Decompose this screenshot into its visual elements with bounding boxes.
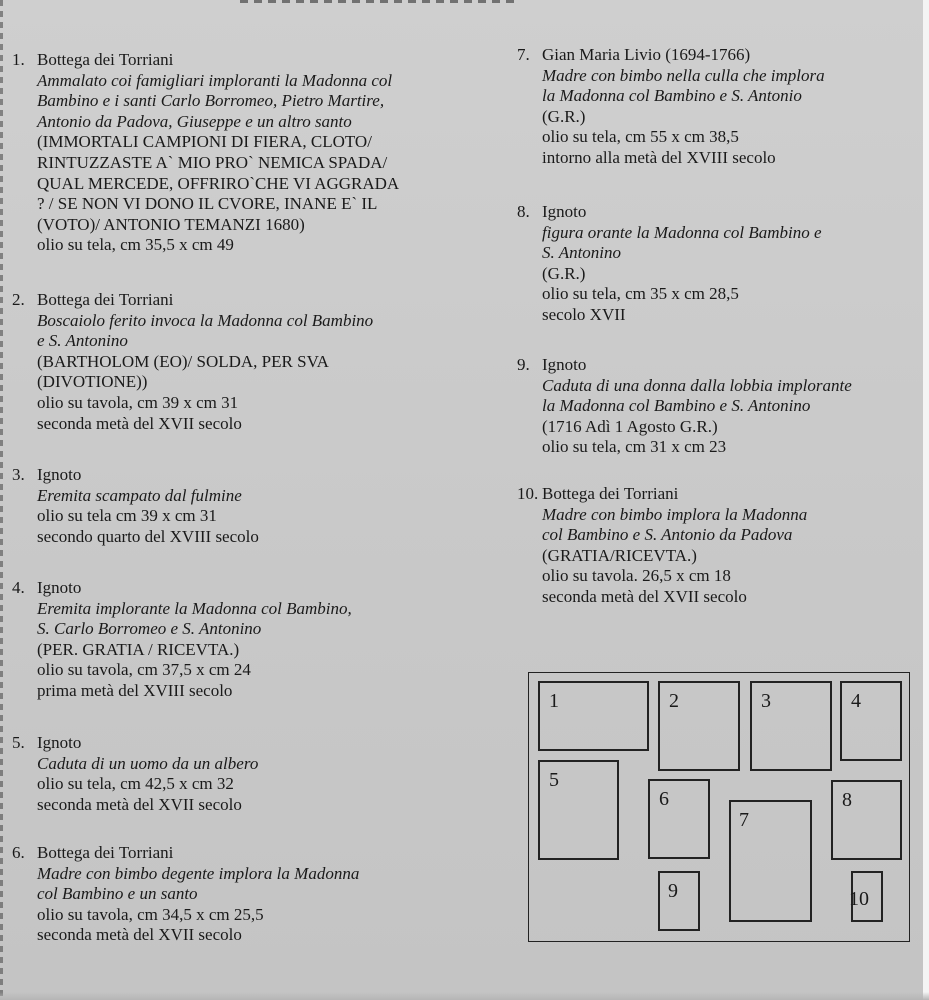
entry-detail-line: olio su tavola, cm 34,5 x cm 25,5 <box>37 904 264 924</box>
page-right-edge <box>923 0 929 1000</box>
entry-author: Ignoto <box>542 202 587 221</box>
frame-1 <box>538 681 649 751</box>
entry-detail-line: prima metà del XVIII secolo <box>37 680 233 700</box>
entry-heading <box>517 484 807 505</box>
entry-body <box>517 223 822 326</box>
entry-title-line: la Madonna col Bambino e S. Antonio <box>542 86 802 106</box>
entry-title-line: Madre con bimbo nella culla che implora <box>542 65 825 85</box>
entry-detail-line: seconda metà del XVII secolo <box>37 925 242 945</box>
entry-number: 9. <box>517 355 530 374</box>
entry-author: Ignoto <box>37 578 82 597</box>
entry-author: Bottega dei Torriani <box>37 50 174 69</box>
frame-number: 4 <box>851 690 861 712</box>
entry-author: Ignoto <box>37 733 82 752</box>
wall-layout-diagram <box>528 672 910 942</box>
entry-heading <box>12 578 352 599</box>
frame-number: 6 <box>659 788 669 810</box>
entry-detail-line: (G.R.) <box>542 263 586 283</box>
entry-title-line: Boscaiolo ferito invoca la Madonna col Bambino <box>37 310 374 330</box>
entry-heading <box>12 50 399 71</box>
entry-title-line: Caduta di una donna dalla lobbia implorante <box>542 375 852 395</box>
entry-body <box>12 864 359 946</box>
entry-detail-line: seconda metà del XVII secolo <box>37 794 242 814</box>
entry-heading <box>12 733 258 754</box>
entry-title-line: col Bambino e un santo <box>37 884 198 904</box>
entry-detail-line: (PER. GRATIA / RICEVTA.) <box>37 639 240 659</box>
entry-detail-line: intorno alla metà del XVIII secolo <box>542 147 776 167</box>
entry-author: Bottega dei Torriani <box>37 290 174 309</box>
frame-number: 5 <box>549 769 559 791</box>
entry-title-line: Ammalato coi famigliari imploranti la Madonna col <box>37 70 393 90</box>
entry-title-line: Madre con bimbo degente implora la Madonna <box>37 863 360 883</box>
entry-title-line: e S. Antonino <box>37 331 128 351</box>
frame-number: 1 <box>549 690 559 712</box>
entry-number: 8. <box>517 202 530 221</box>
entry-title-line: Caduta di un uomo da un albero <box>37 753 259 773</box>
entry-body <box>517 505 807 608</box>
entry-body <box>12 599 352 702</box>
entry-detail-line: seconda metà del XVII secolo <box>542 586 747 606</box>
catalog-entry-5 <box>12 733 258 815</box>
entry-number: 6. <box>12 843 25 862</box>
frame-number: 3 <box>761 690 771 712</box>
frame-3 <box>750 681 832 771</box>
entry-number: 10. <box>517 484 539 503</box>
entry-title-line: figura orante la Madonna col Bambino e <box>542 222 822 242</box>
entry-number: 3. <box>12 465 25 484</box>
entry-body <box>517 376 852 458</box>
frame-number: 8 <box>842 789 852 811</box>
frame-10 <box>851 871 883 922</box>
entry-body <box>12 71 399 256</box>
entry-detail-line: olio su tavola, cm 39 x cm 31 <box>37 392 239 412</box>
entry-heading <box>517 202 822 223</box>
entry-body <box>12 754 258 816</box>
entry-detail-line: (IMMORTALI CAMPIONI DI FIERA, CLOTO/ <box>37 132 372 152</box>
frame-6 <box>648 779 710 859</box>
entry-number: 2. <box>12 290 25 309</box>
catalog-entry-7 <box>517 45 825 169</box>
frame-2 <box>658 681 740 771</box>
entry-detail-line: olio su tela, cm 35 x cm 28,5 <box>542 284 739 304</box>
catalog-entry-8 <box>517 202 822 326</box>
frame-9 <box>658 871 700 931</box>
entry-author: Ignoto <box>37 465 82 484</box>
page-bottom-shadow <box>0 992 929 1000</box>
entry-detail-line: ? / SE NON VI DONO IL CVORE, INANE E` IL <box>37 194 378 214</box>
entry-title-line: S. Carlo Borromeo e S. Antonino <box>37 619 262 639</box>
catalog-entry-2 <box>12 290 373 434</box>
entry-detail-line: seconda metà del XVII secolo <box>37 413 242 433</box>
catalog-entry-3 <box>12 465 259 547</box>
frame-number: 2 <box>669 690 679 712</box>
entry-author: Bottega dei Torriani <box>542 484 679 503</box>
entry-detail-line: olio su tela, cm 55 x cm 38,5 <box>542 127 739 147</box>
entry-body <box>517 66 825 169</box>
entry-number: 1. <box>12 50 25 69</box>
entry-detail-line: (G.R.) <box>542 106 586 126</box>
entry-detail-line: olio su tela, cm 42,5 x cm 32 <box>37 774 234 794</box>
entry-title-line: Eremita scampato dal fulmine <box>37 485 242 505</box>
catalog-entry-1 <box>12 50 399 256</box>
entry-number: 4. <box>12 578 25 597</box>
catalog-entry-4 <box>12 578 352 702</box>
entry-detail-line: olio su tavola, cm 37,5 x cm 24 <box>37 660 251 680</box>
entry-detail-line: olio su tela cm 39 x cm 31 <box>37 506 217 526</box>
entry-detail-line: (DIVOTIONE)) <box>37 372 148 392</box>
entry-detail-line: olio su tela, cm 35,5 x cm 49 <box>37 235 234 255</box>
entry-title-line: la Madonna col Bambino e S. Antonino <box>542 396 811 416</box>
page-top-edge <box>240 0 520 3</box>
entry-detail-line: QUAL MERCEDE, OFFRIRO`CHE VI AGGRADA <box>37 173 400 193</box>
entry-detail-line: (GRATIA/RICEVTA.) <box>542 545 697 565</box>
entry-detail-line: olio su tavola. 26,5 x cm 18 <box>542 566 731 586</box>
entry-detail-line: secondo quarto del XVIII secolo <box>37 526 259 546</box>
entry-detail-line: (BARTHOLOM (EO)/ SOLDA, PER SVA <box>37 351 329 371</box>
entry-title-line: Eremita implorante la Madonna col Bambino, <box>37 598 352 618</box>
frame-number: 10 <box>849 888 869 910</box>
entry-detail-line: (VOTO)/ ANTONIO TEMANZI 1680) <box>37 214 305 234</box>
entry-number: 7. <box>517 45 530 64</box>
entry-author: Gian Maria Livio (1694-1766) <box>542 45 751 64</box>
frame-7 <box>729 800 812 922</box>
frame-number: 9 <box>668 880 678 902</box>
entry-title-line: Antonio da Padova, Giuseppe e un altro santo <box>37 111 352 131</box>
entry-author: Ignoto <box>542 355 587 374</box>
entry-heading <box>12 843 359 864</box>
entry-title-line: Bambino e i santi Carlo Borromeo, Pietro Martire, <box>37 91 385 111</box>
entry-heading <box>12 465 259 486</box>
entry-heading <box>517 355 852 376</box>
frame-4 <box>840 681 902 761</box>
catalog-entry-6 <box>12 843 359 946</box>
entry-number: 5. <box>12 733 25 752</box>
entry-title-line: Madre con bimbo implora la Madonna <box>542 504 808 524</box>
catalog-entry-9 <box>517 355 852 458</box>
page-left-edge <box>0 0 3 1000</box>
entry-body <box>12 486 259 548</box>
frame-number: 7 <box>739 809 749 831</box>
frame-8 <box>831 780 902 860</box>
entry-title-line: col Bambino e S. Antonio da Padova <box>542 525 793 545</box>
entry-title-line: S. Antonino <box>542 243 622 263</box>
entry-detail-line: RINTUZZASTE A` MIO PRO` NEMICA SPADA/ <box>37 152 388 172</box>
entry-heading <box>517 45 825 66</box>
entry-detail-line: olio su tela, cm 31 x cm 23 <box>542 437 727 457</box>
entry-body <box>12 311 373 435</box>
entry-detail-line: (1716 Adì 1 Agosto G.R.) <box>542 416 718 436</box>
entry-heading <box>12 290 373 311</box>
entry-detail-line: secolo XVII <box>542 304 626 324</box>
frame-5 <box>538 760 619 860</box>
entry-author: Bottega dei Torriani <box>37 843 174 862</box>
catalog-entry-10 <box>517 484 807 608</box>
